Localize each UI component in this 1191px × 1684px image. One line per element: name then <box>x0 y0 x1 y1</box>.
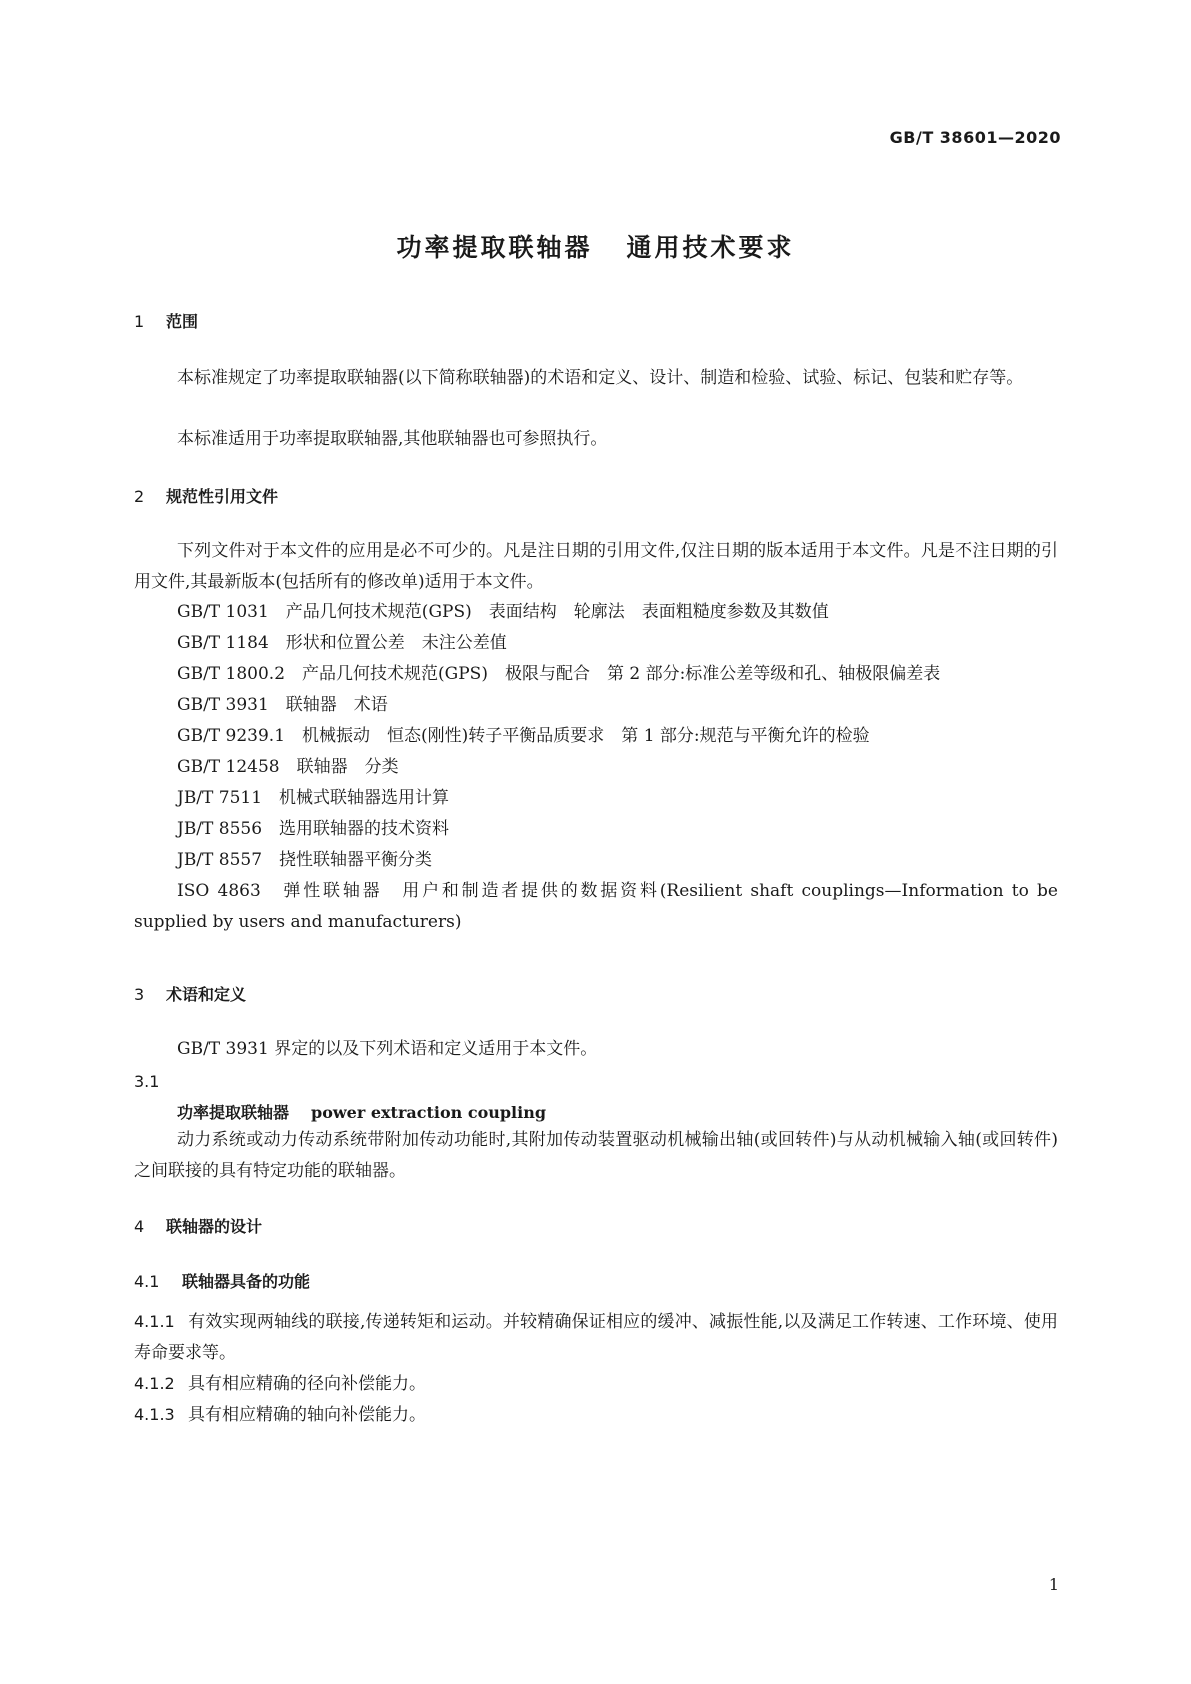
reference-item: JB/T 8556 选用联轴器的技术资料 <box>177 819 450 839</box>
section-number: 3 <box>134 985 145 1004</box>
term-number: 3.1 <box>134 1072 160 1091</box>
title-part-2: 通用技术要求 <box>626 233 795 262</box>
term-entry <box>177 1100 546 1123</box>
clause-4-1-2 <box>134 1368 1058 1400</box>
clause-4-1-3 <box>134 1399 1058 1431</box>
subsection-4-1-heading <box>134 1269 310 1292</box>
clause-4-1-1 <box>134 1306 1058 1369</box>
section-title: 联轴器的设计 <box>166 1217 263 1236</box>
subsection-number: 4.1 <box>134 1272 160 1291</box>
section-title: 范围 <box>166 312 199 331</box>
section-number: 1 <box>134 312 145 331</box>
page-number: 1 <box>1048 1575 1059 1594</box>
section-2-intro: 下列文件对于本文件的应用是必不可少的。凡是注日期的引用文件,仅注日期的版本适用于本文件。凡是不注日期的引用文件,其最新版本(包括所有的修改单)适用于本文件。 <box>134 541 1058 592</box>
title-part-1: 功率提取联轴器 <box>396 233 593 262</box>
term-chinese: 功率提取联轴器 <box>177 1103 290 1122</box>
reference-item: ISO 4863 弹性联轴器 用户和制造者提供的数据资料(Resilient shaft couplings—Information to be supplied by users and manufacturers) <box>134 881 1058 932</box>
clause-number: 4.1.2 <box>134 1374 175 1393</box>
subsection-title: 联轴器具备的功能 <box>182 1272 311 1291</box>
section-3-heading <box>134 982 246 1005</box>
reference-item: GB/T 1800.2 产品几何技术规范(GPS) 极限与配合 第 2 部分:标准公差等级和孔、轴极限偏差表 <box>177 664 941 684</box>
section-3-intro: GB/T 3931 界定的以及下列术语和定义适用于本文件。 <box>177 1039 598 1059</box>
term-english: power extraction coupling <box>311 1103 547 1122</box>
term-definition: 动力系统或动力传动系统带附加传动功能时,其附加传动装置驱动机械输出轴(或回转件)与从动机械输入轴(或回转件)之间联接的具有特定功能的联轴器。 <box>134 1130 1058 1181</box>
normative-references-list <box>134 597 1058 938</box>
page-title <box>0 228 1191 264</box>
clause-number: 4.1.1 <box>134 1312 175 1331</box>
clause-text: 具有相应精确的轴向补偿能力。 <box>188 1405 426 1425</box>
section-1-paragraph-1: 本标准规定了功率提取联轴器(以下简称联轴器)的术语和定义、设计、制造和检验、试验、标记、包装和贮存等。 <box>177 368 1024 388</box>
section-1-paragraph-2: 本标准适用于功率提取联轴器,其他联轴器也可参照执行。 <box>177 429 608 449</box>
document-code: GB/T 38601—2020 <box>889 128 1061 147</box>
reference-item: GB/T 12458 联轴器 分类 <box>177 757 399 777</box>
section-title: 规范性引用文件 <box>166 487 279 506</box>
section-number: 2 <box>134 487 145 506</box>
section-4-heading <box>134 1214 262 1237</box>
section-2-heading <box>134 484 278 507</box>
section-number: 4 <box>134 1217 145 1236</box>
section-1-heading <box>134 309 198 332</box>
reference-item: GB/T 3931 联轴器 术语 <box>177 695 388 715</box>
section-title: 术语和定义 <box>166 985 247 1004</box>
clause-text: 具有相应精确的径向补偿能力。 <box>188 1374 426 1394</box>
clause-text: 有效实现两轴线的联接,传递转矩和运动。并较精确保证相应的缓冲、减振性能,以及满足工作转速、工作环境、使用寿命要求等。 <box>134 1312 1058 1363</box>
reference-item: GB/T 1031 产品几何技术规范(GPS) 表面结构 轮廓法 表面粗糙度参数及其数值 <box>177 602 829 622</box>
reference-item: JB/T 8557 挠性联轴器平衡分类 <box>177 850 433 870</box>
reference-item: GB/T 9239.1 机械振动 恒态(刚性)转子平衡品质要求 第 1 部分:规范与平衡允许的检验 <box>177 726 870 746</box>
clause-number: 4.1.3 <box>134 1405 175 1424</box>
reference-item: GB/T 1184 形状和位置公差 未注公差值 <box>177 633 507 653</box>
reference-item: JB/T 7511 机械式联轴器选用计算 <box>177 788 450 808</box>
